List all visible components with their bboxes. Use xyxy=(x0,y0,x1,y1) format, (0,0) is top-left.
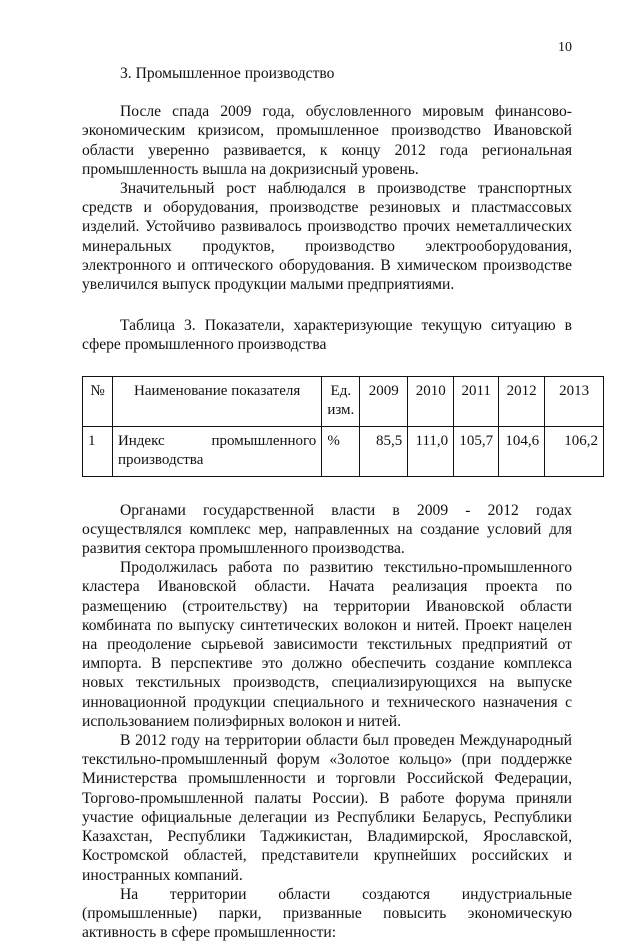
cell-2010: 111,0 xyxy=(408,426,454,476)
column-header-2012: 2012 xyxy=(499,376,545,426)
cell-2009: 85,5 xyxy=(360,426,408,476)
paragraph: На территории области создаются индустриальные (промышленные) парки, призванные повысить экономическую активность в сфере промышленности: xyxy=(82,885,572,942)
cell-name-part: промышленного xyxy=(211,432,317,449)
cell-2011: 105,7 xyxy=(454,426,499,476)
column-header-no: № xyxy=(83,376,113,426)
indicators-table xyxy=(82,376,604,477)
column-header-2009: 2009 xyxy=(360,376,408,426)
table-row xyxy=(83,426,604,476)
column-header-2010: 2010 xyxy=(408,376,454,426)
paragraph: Продолжилась работа по развитию текстильно-промышленного кластера Ивановской области. Начата реализация проекта по размещению (строительству) на территории Ивановской области комбината по выпуску синтетических волокон и нитей. Проект нацелен на преодоление сырьевой зависимости текстильных предприятий от импорта. В перспективе это должно обеспечить создание комплекса новых текстильных производств, специализирующихся на выпуске инновационной продукции специального и технического назначения с использованием полиэфирных волокон и нитей. xyxy=(82,559,572,730)
column-header-unit: Ед. изм. xyxy=(322,376,360,426)
paragraph: После спада 2009 года, обусловленного мировым финансово-экономическим кризисом, промышленное производство Ивановской области уверенно развивается, к концу 2012 года региональная промышленность вышла на докризисный уровень. xyxy=(82,103,572,178)
cell-name-part: Индекс xyxy=(117,432,165,449)
cell-unit: % xyxy=(322,426,360,476)
table-caption: Таблица 3. Показатели, характеризующие текущую ситуацию в сфере промышленного производства xyxy=(82,317,572,354)
cell-name xyxy=(112,426,321,476)
page-number: 10 xyxy=(558,40,572,55)
column-header-2011: 2011 xyxy=(454,376,499,426)
cell-name-part: производства xyxy=(117,451,204,468)
cell-2013: 106,2 xyxy=(545,426,604,476)
paragraph: Органами государственной власти в 2009 - 2012 годах осуществлялся комплекс мер, направленных на создание условий для развития сектора промышленного производства. xyxy=(82,501,572,558)
document-body xyxy=(82,64,598,942)
cell-no: 1 xyxy=(83,426,113,476)
cell-2012: 104,6 xyxy=(499,426,545,476)
table-header-row xyxy=(83,376,604,426)
column-header-name: Наименование показателя xyxy=(112,376,321,426)
paragraph: В 2012 году на территории области был проведен Международный текстильно-промышленный форум «Золотое кольцо» (при поддержке Министерства промышленности и торговли Российской Федерации, Торгово-промышленной палаты России). В работе форума приняли участие официальные делегации из Республики Беларусь, Республики Казахстан, Республики Таджикистан, Владимирской, Ярославской, Костромской областей, представители крупнейших российских и иностранных компаний. xyxy=(82,732,572,884)
column-header-2013: 2013 xyxy=(545,376,604,426)
section-heading: 3. Промышленное производство xyxy=(120,65,335,82)
paragraph: Значительный рост наблюдался в производстве транспортных средств и оборудования, производстве резиновых и пластмассовых изделий. Устойчиво развивалось производство прочих неметаллических минеральных продуктов, производство электрооборудования, электронного и оптического оборудования. В химическом производстве увеличился выпуск продукции малыми предприятиями. xyxy=(82,180,572,294)
